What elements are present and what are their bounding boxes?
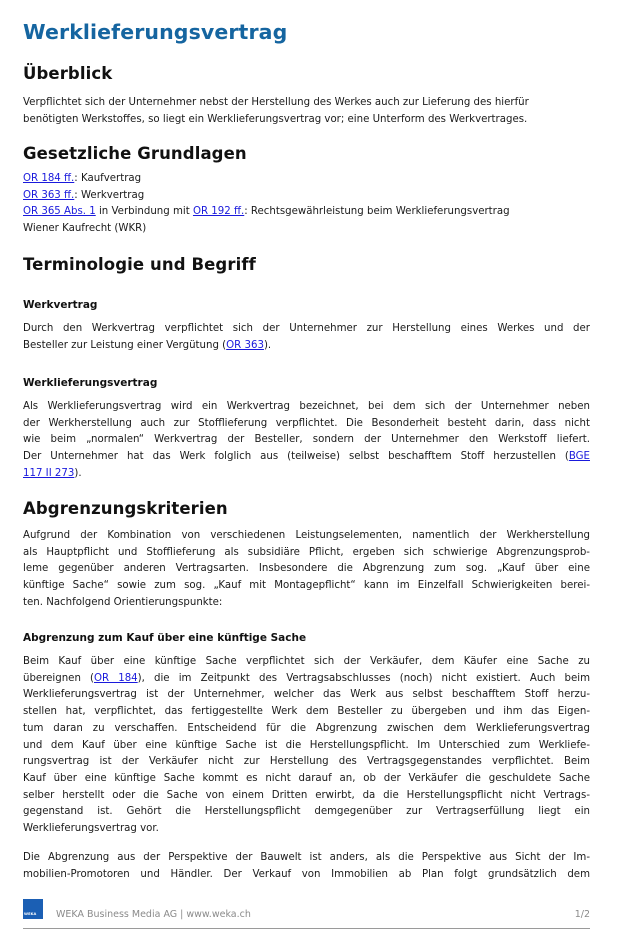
text-segment: Der Unternehmer hat das Werk folglich aus (teilweise) selbst beschafftem Stoff herzustellen ( [23, 451, 569, 463]
text-line: der Werkherstellung auch zur Stofflieferung verpflichtet. Die Besonderheit besteht darin, dass nicht [23, 417, 590, 429]
link-bge-117-ii-273-cont[interactable]: 117 II 273 [23, 467, 75, 479]
legal-basis-list [23, 171, 590, 238]
text-line [23, 338, 590, 355]
text-line: tum daran zu verschaffen. Entscheidend für die Abgrenzung zwischen dem Werklieferungsvertrag [23, 722, 590, 734]
future-sale-paragraph [23, 654, 590, 838]
legal-item [23, 188, 590, 205]
text-segment: ). [263, 339, 272, 351]
legal-item-text: : Werkvertrag [74, 189, 145, 201]
text-line: Als Werklieferungsvertrag wird ein Werkvertrag bezeichnet, bei dem sich der Unternehmer neben [23, 401, 590, 412]
heading-overview: Überblick [23, 64, 113, 83]
criteria-paragraph [23, 528, 590, 612]
text-line: benötigten Werkstoffes, so liegt ein Werklieferungsvertrag vor; eine Unterform des Werkvertrages. [23, 113, 528, 125]
text-line [23, 466, 590, 483]
legal-item [23, 204, 590, 221]
text-line [23, 671, 590, 688]
text-line: Die Abgrenzung aus der Perspektive der Bauwelt ist anders, als die Perspektive aus Sicht der Im- [23, 852, 590, 863]
text-line: Kauf über eine künftige Sache kommt es nicht darauf an, ob der Verkäufer die geschuldete Sache [23, 772, 590, 784]
subheading-werkvertrag: Werkvertrag [23, 299, 98, 311]
text-line: künftige Sache“ sowie zum sog. „Kauf mit Montagepflicht“ kann im Einzelfall Schwierigkeiten berei- [23, 580, 590, 592]
legal-item-text: Wiener Kaufrecht (WKR) [23, 223, 147, 235]
publisher-info: WEKA Business Media AG | www.weka.ch [56, 909, 251, 920]
text-line: wie beim „normalen“ Werkvertrag der Besteller, sondern der Unternehmer den Werkstoff liefert. [23, 434, 590, 446]
text-line: Werklieferungsvertrag vor. [23, 823, 159, 835]
document-title: Werklieferungsvertrag [23, 20, 288, 44]
text-line: und dem Kauf über eine künftige Sache ist die Herstellungspflicht. Im Unterschied zum Werkliefe- [23, 739, 590, 751]
text-line: Verpflichtet sich der Unternehmer nebst der Herstellung des Werkes auch zur Lieferung des hierfür [23, 97, 529, 108]
link-or-363[interactable]: OR 363 [226, 339, 264, 351]
legal-item-text: : Rechtsgewährleistung beim Werklieferungsvertrag [244, 206, 510, 218]
link-or-184-ff[interactable]: OR 184 ff. [23, 173, 75, 184]
footer-divider [23, 928, 590, 929]
text-line: rungsvertrag ist der Verkäufer nicht zur Herstellung des Vertragsgegenstandes verpflichtet. Beim [23, 756, 590, 768]
text-line: mobilien-Promotoren und Händler. Der Verkauf von Immobilien ab Plan folgt grundsätzlich dem [23, 868, 590, 880]
text-line: Beim Kauf über eine künftige Sache verpflichtet sich der Verkäufer, dem Käufer eine Sache zu [23, 656, 590, 667]
text-line: Werklieferungsvertrag ist der Unternehmer, welcher das Werk aus selbst beschafftem Stoff herzu- [23, 689, 590, 701]
page-number: 1/2 [574, 909, 590, 920]
heading-criteria: Abgrenzungskriterien [23, 499, 228, 518]
text-segment: ). [74, 467, 82, 479]
subheading-werklieferungsvertrag: Werklieferungsvertrag [23, 377, 158, 389]
link-or-365-abs-1[interactable]: OR 365 Abs. 1 [23, 206, 96, 218]
heading-terminology: Terminologie und Begriff [23, 255, 256, 274]
text-segment: ), die im Zeitpunkt des Vertragsabschlusses (noch) nicht existiert. Auch beim [137, 672, 590, 684]
page-footer [23, 898, 590, 928]
link-or-363-ff[interactable]: OR 363 ff. [23, 189, 75, 201]
text-line: Durch den Werkvertrag verpflichtet sich der Unternehmer zur Herstellung eines Werkes und der [23, 323, 590, 334]
text-segment: übereignen ( [23, 672, 94, 684]
text-line: selber herstellt oder die Sache von einem Dritten erwirbt, da die Herstellungspflicht nicht Vertrags- [23, 789, 590, 801]
text-line: ten. Nachfolgend Orientierungspunkte: [23, 596, 223, 608]
weka-logo [23, 899, 43, 919]
link-bge-117-ii-273[interactable]: BGE [568, 451, 590, 463]
werklieferungsvertrag-paragraph [23, 399, 590, 483]
overview-paragraph [23, 95, 590, 128]
text-line: als Hauptpflicht und Stofflieferung als subsidiäre Pflicht, ergeben sich schwierige Abgrenzungsprob- [23, 546, 590, 558]
text-line [23, 449, 590, 466]
logo-text: WEKA [24, 912, 37, 916]
legal-item-connector: in Verbindung mit [95, 206, 193, 218]
text-segment: Besteller zur Leistung einer Vergütung ( [23, 339, 227, 351]
text-line: stellen hat, verpflichtet, das fertiggestellte Werk dem Besteller zu übergeben und ihm das Eigen- [23, 706, 590, 718]
text-line: leme gegenüber anderen Vertragsarten. Insbesondere die Abgrenzung zum sog. „Kauf über eine [23, 563, 590, 575]
legal-item [23, 221, 590, 238]
werkvertrag-paragraph [23, 321, 590, 354]
legal-item-text: : Kaufvertrag [74, 173, 142, 184]
subheading-future-sale: Abgrenzung zum Kauf über eine künftige Sache [23, 632, 307, 644]
link-or-184[interactable]: OR 184 [94, 672, 138, 684]
link-or-192-ff[interactable]: OR 192 ff. [192, 206, 245, 218]
text-line: Aufgrund der Kombination von verschiedenen Leistungselementen, namentlich der Werkherstellung [23, 530, 590, 541]
text-line: gegenstand ist. Gehört die Herstellungspflicht demgegenüber zur Vertragserfüllung liegt ein [23, 806, 590, 818]
heading-legal-basis: Gesetzliche Grundlagen [23, 144, 247, 163]
construction-paragraph [23, 850, 590, 883]
legal-item [23, 171, 590, 188]
